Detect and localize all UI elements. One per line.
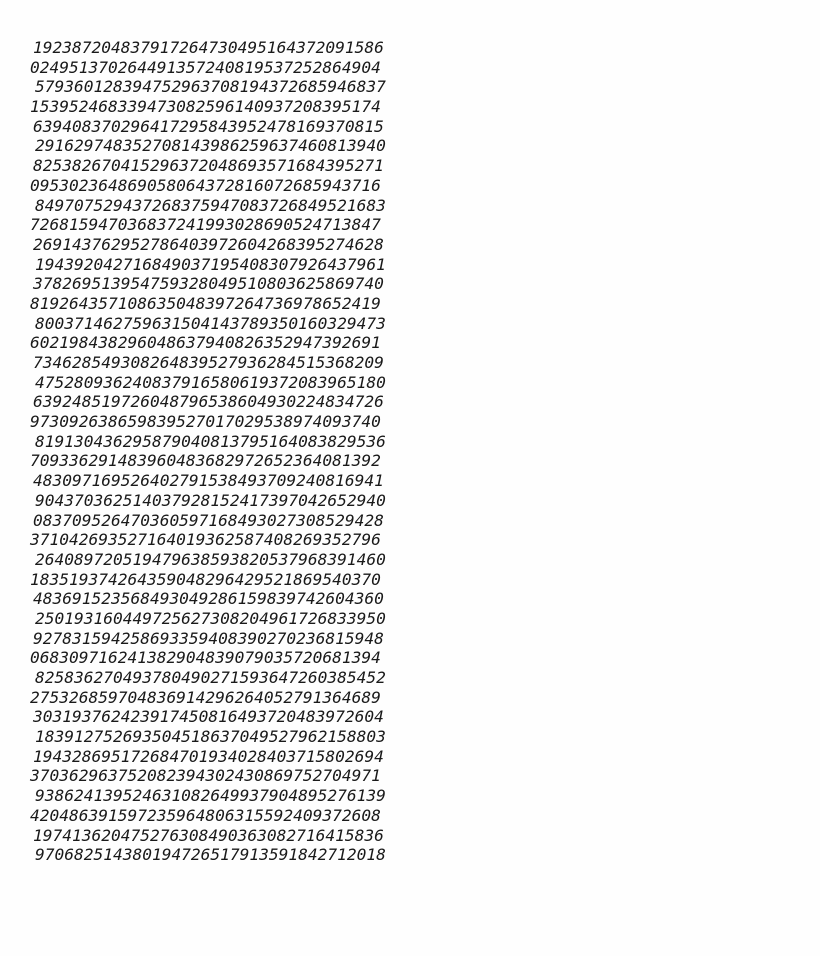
digit-row: 483097169526402791538493709240816941 xyxy=(33,471,384,491)
digit-row: 264089720519479638593820537968391460 xyxy=(35,549,386,569)
digit-row: 825382670415296372048693571684395271 xyxy=(33,156,384,176)
digit-row: 269143762952786403972604268395274628 xyxy=(33,234,384,254)
digit-row: 639248519726048796538604930224834726 xyxy=(33,392,384,412)
digit-row: 970682514380194726517913591842712018 xyxy=(35,845,386,865)
digit-row: 904370362514037928152417397042652940 xyxy=(35,490,386,510)
digit-row: 709336291483960483682972652364081392 xyxy=(30,451,381,471)
digit-row: 927831594258693359408390270236815948 xyxy=(33,628,384,648)
digit-row: 602198438296048637940826352947392691 xyxy=(30,333,381,353)
digit-row: 938624139524631082649937904895276139 xyxy=(35,786,386,806)
digit-row: 371042693527164019362587408269352796 xyxy=(30,530,381,550)
digit-row: 183519374264359048296429521869540370 xyxy=(30,569,381,589)
digit-row: 068309716241382904839079035720681394 xyxy=(30,648,381,668)
digit-row: 483691523568493049286159839742604360 xyxy=(33,589,384,609)
digit-row: 197413620475276308490363082716415836 xyxy=(33,825,384,845)
digit-row: 825836270493780490271593647260385452 xyxy=(35,668,386,687)
digit-row: 194328695172684701934028403715802694 xyxy=(33,746,384,766)
digit-row: 639408370296417295843952478169370815 xyxy=(33,116,384,136)
digit-row: 973092638659839527017029538974093740 xyxy=(30,412,381,432)
digit-row: 183912752693504518637049527962158803 xyxy=(35,727,386,747)
digit-row: 420486391597235964806315592409372608 xyxy=(30,805,381,825)
digit-row: 291629748352708143986259637460813940 xyxy=(35,136,386,156)
digit-row: 083709526470360597168493027308529428 xyxy=(33,510,384,530)
digit-row: 726815947036837241993028690524713847 xyxy=(30,215,381,235)
digit-row: 819130436295879040813795164083829536 xyxy=(35,431,386,451)
digit-row: 734628549308264839527936284515368209 xyxy=(33,353,384,372)
digit-row: 579360128394752963708194372685946837 xyxy=(35,77,386,97)
digit-row: 153952468339473082596140937208395174 xyxy=(30,97,381,117)
digit-row: 095302364869058064372816072685943716 xyxy=(30,175,381,195)
digit-row: 194392042716849037195408307926437961 xyxy=(35,254,386,274)
digit-row: 800371462759631504143789350160329473 xyxy=(35,313,386,333)
digit-row: 849707529437268375947083726849521683 xyxy=(35,195,386,215)
digit-row: 250193160449725627308204961726833950 xyxy=(35,608,386,628)
digit-row: 819264357108635048397264736978652419 xyxy=(30,293,381,313)
digit-row: 475280936240837916580619372083965180 xyxy=(35,372,386,392)
digit-row: 192387204837917264730495164372091586 xyxy=(33,38,384,57)
digit-row: 378269513954759328049510803625869740 xyxy=(33,274,384,294)
digit-row: 275326859704836914296264052791364689 xyxy=(30,687,381,707)
digit-grid xyxy=(30,38,790,865)
digit-row: 303193762423917450816493720483972604 xyxy=(33,707,384,727)
digit-row: 370362963752082394302430869752704971 xyxy=(30,766,381,786)
digit-row: 024951370264491357240819537252864904 xyxy=(30,57,381,77)
